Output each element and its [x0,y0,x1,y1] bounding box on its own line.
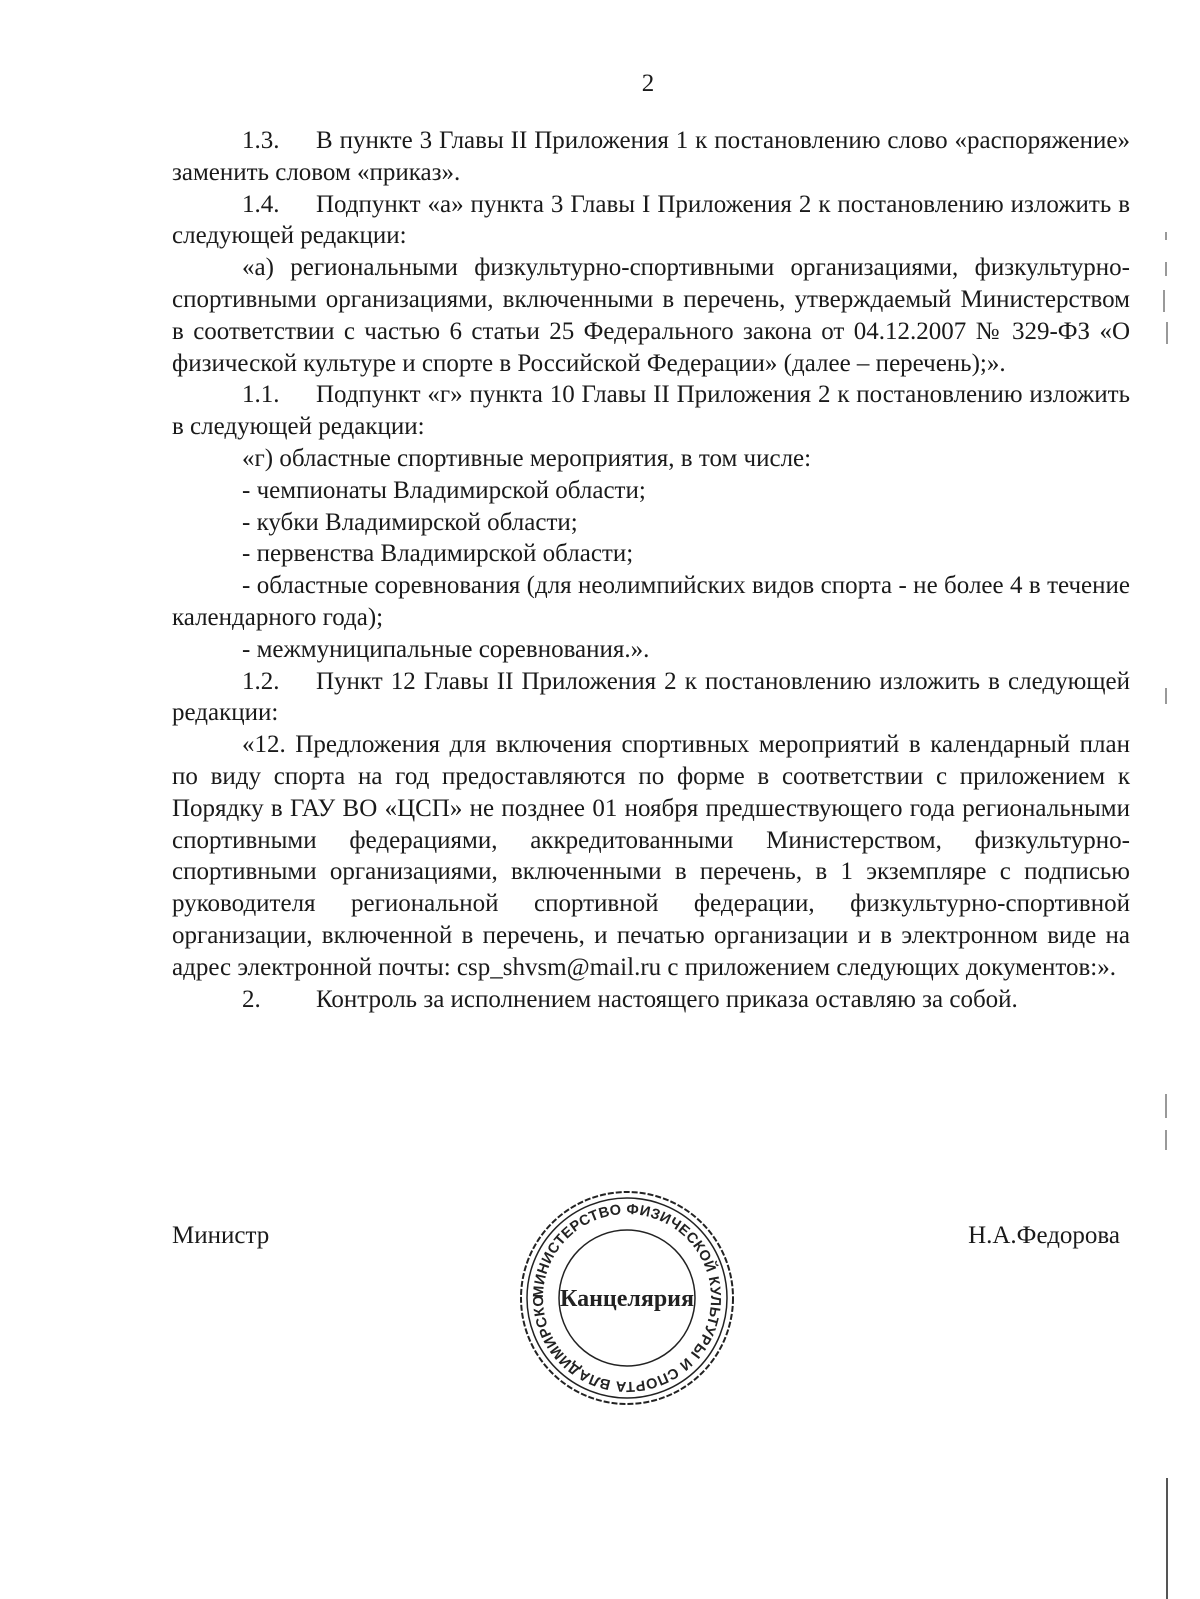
document-body [172,125,1130,1015]
paragraph-text: «г) областные спортивные мероприятия, в том числе: [242,444,812,472]
seal-center-text: Канцелярия [559,1286,695,1312]
signer-name: Н.А.Федорова [968,1222,1120,1249]
paragraph-text: «а) региональными физкультурно-спортивными организациями, физкультурно-спортивными организациями, включенными в перечень, утверждаемый Министерством в соответствии с частью 6 статьи 25 Федерального закона от 04.12.2007 № 329-ФЗ «О физической культуре и спорте в Российской Федерации» (далее – перечень);». [172,254,1130,377]
paragraph-1-3 [172,125,1130,189]
page-number: 2 [641,70,655,97]
list-item [172,634,1130,666]
paragraph-quote-g [172,443,1130,475]
paragraph-text: Контроль за исполнением настоящего приказа оставляю за собой. [316,985,1018,1013]
list-item [172,475,1130,507]
seal-stamp-icon [517,1188,737,1408]
list-item-text: - межмуниципальные соревнования.». [242,635,650,663]
paragraph-text: «12. Предложения для включения спортивных мероприятий в календарный план по виду спорта на год предоставляются по форме в соответствии с приложением к Порядку в ГАУ ВО «ЦСП» не позднее 01 ноября предшествующего года региональными спортивными федерациями, аккредитованными Министерством, физкультурно-спортивными организациями, включенными в перечень, в 1 экземпляре с подписью руководителя региональной спортивной федерации, физкультурно-спортивной организации, включенной в перечень, и печатью организации и в электронном виде на адрес электронной почты: csp_shvsm@mail.ru с приложением следующих документов:». [172,731,1130,981]
paragraph-number: 1.1. [242,381,280,409]
list-item-text: - областные соревнования (для неолимпийских видов спорта - не более 4 в течение календарного года); [172,572,1130,631]
paragraph-1-1 [172,379,1130,443]
list-item [172,538,1130,570]
paragraph-number: 1.3. [242,127,280,154]
paragraph-number: 1.2. [242,667,280,695]
paragraph-2 [172,984,1130,1016]
paragraph-quote-12 [172,729,1130,983]
paragraph-text: Подпункт «г» пункта 10 Главы II Приложения 2 к постановлению изложить в следующей редакции: [172,381,1130,441]
official-seal [517,1188,737,1408]
paragraph-number: 1.4. [242,190,280,218]
list-item [172,507,1130,539]
paragraph-quote-a [172,252,1130,379]
list-item-text: - чемпионаты Владимирской области; [242,476,646,504]
paragraph-text: Пункт 12 Главы II Приложения 2 к постановлению изложить в следующей редакции: [172,667,1130,727]
signer-title: Министр [172,1222,270,1249]
paragraph-number: 2. [242,985,261,1013]
list-item-text: - первенства Владимирской области; [242,540,634,568]
paragraph-text: Подпункт «а» пункта 3 Главы I Приложения 2 к постановлению изложить в следующей редакции: [172,190,1130,250]
paragraph-1-4 [172,189,1130,253]
list-item-text: - кубки Владимирской области; [242,508,578,536]
paragraph-text: В пункте 3 Главы II Приложения 1 к постановлению слово «распоряжение» заменить словом «приказ». [172,127,1130,186]
scan-edge-marks-icon [1158,0,1178,1599]
seal-ring-text: МИНИСТЕРСТВО ФИЗИЧЕСКОЙ КУЛЬТУРЫ И СПОРТА ВЛАДИМИРСКО [530,1201,724,1395]
paragraph-1-2 [172,666,1130,730]
list-item [172,570,1130,634]
